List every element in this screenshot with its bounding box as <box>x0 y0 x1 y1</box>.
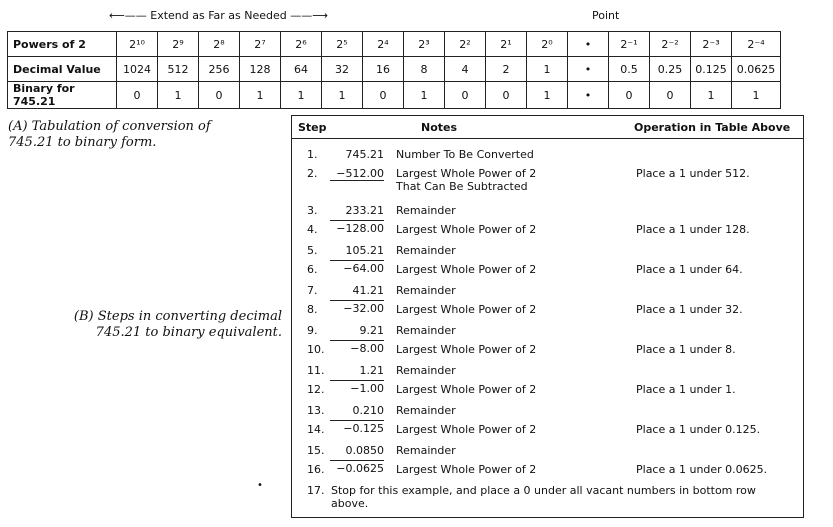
step-number: 13. <box>307 404 325 417</box>
powers-cell: 2⁻¹ <box>609 32 650 57</box>
step-number: 6. <box>307 263 318 276</box>
powers-row <box>8 57 781 82</box>
powers-cell: 2¹ <box>486 32 527 57</box>
point-label: Point <box>592 9 620 22</box>
header-notes: Notes <box>421 121 458 134</box>
powers-cell: 8 <box>404 57 445 82</box>
step-value: 233.21 <box>345 204 384 217</box>
powers-cell: 2¹⁰ <box>117 32 158 57</box>
row-label: Powers of 2 <box>8 32 117 57</box>
powers-cell: 2³ <box>404 32 445 57</box>
powers-cell: 0.0625 <box>732 57 781 82</box>
step-operation: Place a 1 under 1. <box>636 383 736 396</box>
step-note: Largest Whole Power of 2 That Can Be Subtracted <box>396 167 537 193</box>
step-value: 105.21 <box>345 244 384 257</box>
powers-cell: 0 <box>650 82 691 109</box>
powers-cell: 0 <box>609 82 650 109</box>
stray-dot: • <box>257 480 263 491</box>
step-note: Number To Be Converted <box>396 148 534 161</box>
powers-cell: 0.125 <box>691 57 732 82</box>
powers-cell: 2⁻³ <box>691 32 732 57</box>
step-note: Largest Whole Power of 2 <box>396 263 537 276</box>
powers-cell: 2⁰ <box>527 32 568 57</box>
powers-cell: 1 <box>527 82 568 109</box>
powers-cell: 0 <box>117 82 158 109</box>
powers-cell: 4 <box>445 57 486 82</box>
step-number: 2. <box>307 167 318 180</box>
powers-cell: 0.5 <box>609 57 650 82</box>
powers-cell: 2⁴ <box>363 32 404 57</box>
step-number: 8. <box>307 303 318 316</box>
powers-cell: 1 <box>691 82 732 109</box>
step-value: −64.00 <box>330 260 384 275</box>
powers-cell: 2² <box>445 32 486 57</box>
powers-row <box>8 32 781 57</box>
caption-b: (B) Steps in converting decimal 745.21 to binary equivalent. <box>73 309 282 340</box>
step-note: Remainder <box>396 204 456 217</box>
step-note: Stop for this example, and place a 0 under all vacant numbers in bottom row above. <box>331 484 756 510</box>
powers-cell: 2⁶ <box>281 32 322 57</box>
step-operation: Place a 1 under 64. <box>636 263 743 276</box>
powers-table <box>7 31 781 109</box>
powers-cell: 1 <box>404 82 445 109</box>
step-number: 7. <box>307 284 318 297</box>
steps-header <box>292 116 803 139</box>
step-number: 15. <box>307 444 325 457</box>
caption-a: (A) Tabulation of conversion of 745.21 to binary form. <box>8 119 211 150</box>
step-value: 0.210 <box>352 404 384 417</box>
step-operation: Place a 1 under 8. <box>636 343 736 356</box>
header-step: Step <box>298 121 327 134</box>
powers-cell: 2⁻² <box>650 32 691 57</box>
powers-cell: 2⁹ <box>158 32 199 57</box>
step-note: Largest Whole Power of 2 <box>396 343 537 356</box>
step-number: 11. <box>307 364 325 377</box>
step-value: −512.00 <box>330 167 384 181</box>
step-value: −1.00 <box>330 380 384 395</box>
powers-cell: 1 <box>240 82 281 109</box>
step-note: Remainder <box>396 404 456 417</box>
powers-cell: 1 <box>527 57 568 82</box>
powers-cell: • <box>568 57 609 82</box>
step-value: −8.00 <box>330 340 384 355</box>
powers-cell: 0 <box>445 82 486 109</box>
step-number: 4. <box>307 223 318 236</box>
step-note: Remainder <box>396 364 456 377</box>
powers-cell: 1024 <box>117 57 158 82</box>
step-note: Remainder <box>396 324 456 337</box>
extend-arrow-label: ⟵—— Extend as Far as Needed ——⟶ <box>109 9 329 22</box>
powers-cell: 1 <box>158 82 199 109</box>
step-note: Largest Whole Power of 2 <box>396 223 537 236</box>
step-operation: Place a 1 under 0.125. <box>636 423 761 436</box>
step-value: 745.21 <box>345 148 384 161</box>
step-value: −0.125 <box>330 420 384 435</box>
header-operation: Operation in Table Above <box>634 121 791 134</box>
powers-cell: 2⁷ <box>240 32 281 57</box>
step-number: 5. <box>307 244 318 257</box>
step-number: 16. <box>307 463 325 476</box>
powers-cell: 16 <box>363 57 404 82</box>
powers-cell: 1 <box>322 82 363 109</box>
powers-cell: 2⁸ <box>199 32 240 57</box>
step-number: 10. <box>307 343 325 356</box>
step-value: −128.00 <box>330 220 384 235</box>
powers-cell: 0 <box>363 82 404 109</box>
powers-cell: 32 <box>322 57 363 82</box>
step-note: Largest Whole Power of 2 <box>396 463 537 476</box>
powers-cell: 2 <box>486 57 527 82</box>
powers-cell: 0 <box>199 82 240 109</box>
step-note: Largest Whole Power of 2 <box>396 303 537 316</box>
step-number: 3. <box>307 204 318 217</box>
step-operation: Place a 1 under 32. <box>636 303 743 316</box>
step-note: Largest Whole Power of 2 <box>396 383 537 396</box>
steps-table <box>291 115 804 518</box>
step-number: 17. <box>307 484 325 497</box>
powers-cell: 1 <box>732 82 781 109</box>
step-note: Remainder <box>396 444 456 457</box>
step-number: 12. <box>307 383 325 396</box>
step-note: Remainder <box>396 284 456 297</box>
powers-cell: 512 <box>158 57 199 82</box>
step-note: Remainder <box>396 244 456 257</box>
row-label: Decimal Value <box>8 57 117 82</box>
step-value: 9.21 <box>359 324 384 337</box>
step-value: 41.21 <box>352 284 384 297</box>
powers-cell: 128 <box>240 57 281 82</box>
step-value: −0.0625 <box>330 460 384 475</box>
step-number: 14. <box>307 423 325 436</box>
row-label: Binary for 745.21 <box>8 82 117 109</box>
step-number: 9. <box>307 324 318 337</box>
step-note: Largest Whole Power of 2 <box>396 423 537 436</box>
step-value: 0.0850 <box>345 444 384 457</box>
powers-cell: 2⁵ <box>322 32 363 57</box>
step-operation: Place a 1 under 512. <box>636 167 750 180</box>
step-value: 1.21 <box>359 364 384 377</box>
powers-cell: 256 <box>199 57 240 82</box>
step-operation: Place a 1 under 128. <box>636 223 750 236</box>
powers-cell: 64 <box>281 57 322 82</box>
powers-cell: 0 <box>486 82 527 109</box>
powers-cell: • <box>568 32 609 57</box>
powers-row <box>8 82 781 109</box>
powers-cell: 0.25 <box>650 57 691 82</box>
powers-cell: • <box>568 82 609 109</box>
powers-cell: 1 <box>281 82 322 109</box>
powers-cell: 2⁻⁴ <box>732 32 781 57</box>
step-value: −32.00 <box>330 300 384 315</box>
step-number: 1. <box>307 148 318 161</box>
step-operation: Place a 1 under 0.0625. <box>636 463 768 476</box>
